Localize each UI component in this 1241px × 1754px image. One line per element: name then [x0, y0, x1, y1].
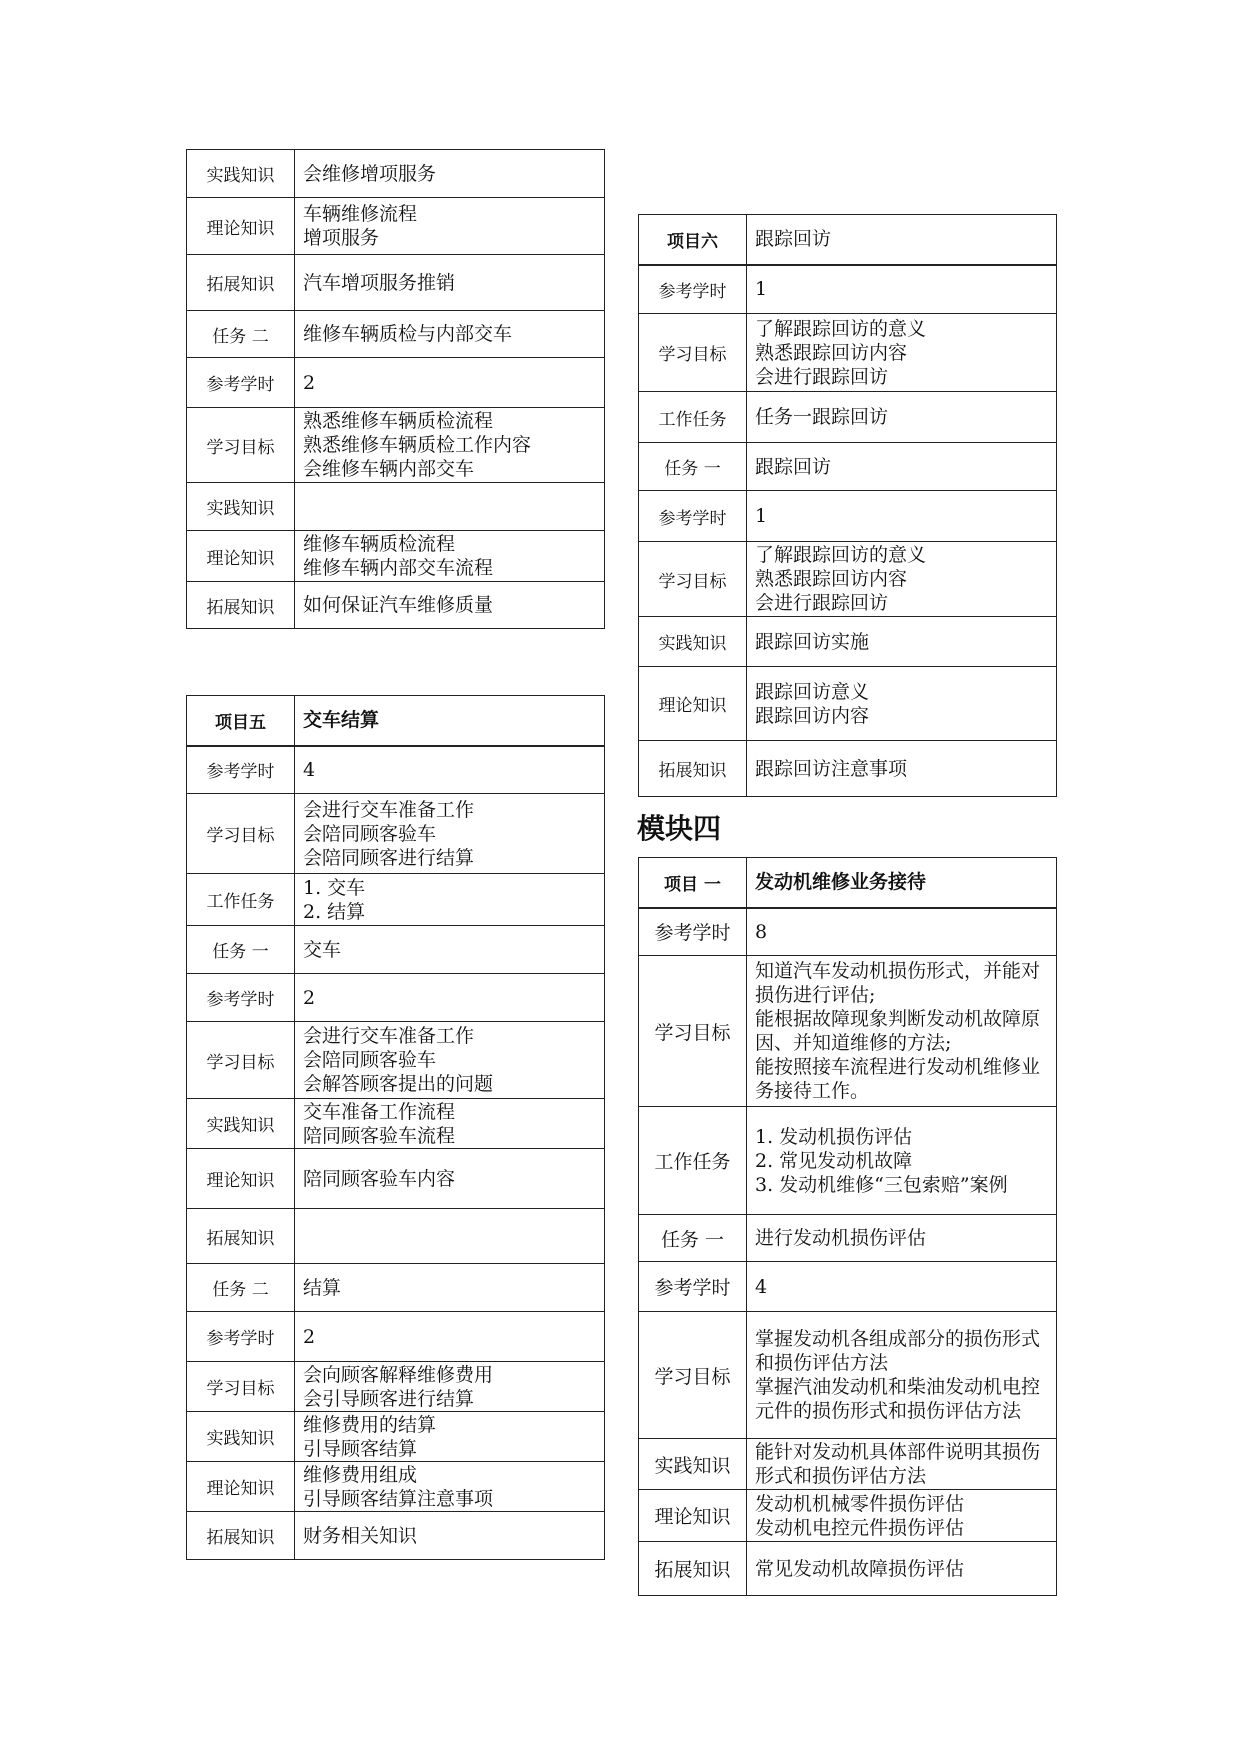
row-label: 参考学时 [639, 265, 747, 314]
row-label: 学习目标 [639, 542, 747, 617]
row-value: 维修车辆质检与内部交车 [295, 311, 605, 358]
project-label: 项目五 [187, 696, 295, 746]
project-title: 跟踪回访 [747, 215, 1057, 265]
table-project-5 [186, 695, 605, 1560]
row-value: 会维修增项服务 [295, 150, 605, 198]
row-value: 熟悉维修车辆质检流程 熟悉维修车辆质检工作内容 会维修车辆内部交车 [295, 408, 605, 483]
row-value: 发动机机械零件损伤评估 发动机电控元件损伤评估 [747, 1490, 1057, 1542]
row-value: 陪同顾客验车内容 [295, 1149, 605, 1209]
row-label: 拓展知识 [187, 582, 295, 629]
row-value: 掌握发动机各组成部分的损伤形式和损伤评估方法 掌握汽油发动机和柴油发动机电控元件的损伤形式和损伤评估方法 [747, 1312, 1057, 1439]
row-label: 学习目标 [187, 794, 295, 874]
project-title: 发动机维修业务接待 [747, 858, 1057, 908]
row-value: 交车 [295, 926, 605, 974]
row-label: 任务 一 [187, 926, 295, 974]
row-value: 会进行交车准备工作 会陪同顾客验车 会陪同顾客进行结算 [295, 794, 605, 874]
row-label: 实践知识 [639, 1439, 747, 1490]
row-value: 维修费用的结算 引导顾客结算 [295, 1412, 605, 1462]
row-value: 1. 交车 2. 结算 [295, 874, 605, 926]
row-label: 实践知识 [187, 483, 295, 531]
row-value: 1. 发动机损伤评估 2. 常见发动机故障 3. 发动机维修“三包索赔”案例 [747, 1107, 1057, 1215]
row-value: 维修费用组成 引导顾客结算注意事项 [295, 1462, 605, 1512]
project-title: 交车结算 [295, 696, 605, 746]
row-value: 汽车增项服务推销 [295, 255, 605, 311]
row-label: 拓展知识 [187, 1512, 295, 1560]
row-value: 了解跟踪回访的意义 熟悉跟踪回访内容 会进行跟踪回访 [747, 314, 1057, 392]
row-value [295, 1209, 605, 1264]
row-label: 工作任务 [639, 1107, 747, 1215]
row-value: 常见发动机故障损伤评估 [747, 1542, 1057, 1596]
row-label: 理论知识 [187, 198, 295, 255]
row-label: 学习目标 [187, 1022, 295, 1099]
row-value: 8 [747, 908, 1057, 956]
row-value: 会进行交车准备工作 会陪同顾客验车 会解答顾客提出的问题 [295, 1022, 605, 1099]
row-label: 学习目标 [187, 1362, 295, 1412]
row-value: 维修车辆质检流程 维修车辆内部交车流程 [295, 531, 605, 582]
row-value: 4 [747, 1262, 1057, 1312]
row-label: 参考学时 [187, 746, 295, 794]
row-value: 进行发动机损伤评估 [747, 1215, 1057, 1262]
row-label: 参考学时 [639, 1262, 747, 1312]
row-value: 2 [295, 974, 605, 1022]
module-heading: 模块四 [637, 812, 722, 845]
project-label: 项目六 [639, 215, 747, 265]
row-value: 知道汽车发动机损伤形式，并能对损伤进行评估; 能根据故障现象判断发动机故障原因、并知道维修的方法; 能按照接车流程进行发动机维修业务接待工作。 [747, 956, 1057, 1107]
row-label: 拓展知识 [639, 741, 747, 797]
row-label: 实践知识 [187, 1412, 295, 1462]
row-label: 学习目标 [639, 956, 747, 1107]
row-label: 参考学时 [187, 358, 295, 408]
row-value: 财务相关知识 [295, 1512, 605, 1560]
row-label: 拓展知识 [639, 1542, 747, 1596]
row-value: 如何保证汽车维修质量 [295, 582, 605, 629]
row-label: 理论知识 [187, 1149, 295, 1209]
row-value: 跟踪回访 [747, 443, 1057, 491]
row-label: 参考学时 [187, 974, 295, 1022]
row-value: 任务一跟踪回访 [747, 392, 1057, 443]
row-value: 车辆维修流程 增项服务 [295, 198, 605, 255]
row-label: 任务 一 [639, 443, 747, 491]
row-label: 参考学时 [639, 908, 747, 956]
row-label: 任务 二 [187, 311, 295, 358]
row-value [295, 483, 605, 531]
row-label: 实践知识 [187, 1099, 295, 1149]
row-label: 学习目标 [187, 408, 295, 483]
row-label: 拓展知识 [187, 255, 295, 311]
row-value: 4 [295, 746, 605, 794]
row-value: 跟踪回访注意事项 [747, 741, 1057, 797]
table-module-4-project-1 [638, 857, 1057, 1596]
row-value: 跟踪回访实施 [747, 617, 1057, 667]
row-value: 结算 [295, 1264, 605, 1312]
table-project-6 [638, 214, 1057, 797]
row-value: 了解跟踪回访的意义 熟悉跟踪回访内容 会进行跟踪回访 [747, 542, 1057, 617]
row-value: 跟踪回访意义 跟踪回访内容 [747, 667, 1057, 741]
row-label: 实践知识 [639, 617, 747, 667]
row-value: 2 [295, 1312, 605, 1362]
row-label: 理论知识 [639, 667, 747, 741]
row-label: 工作任务 [639, 392, 747, 443]
row-value: 能针对发动机具体部件说明其损伤形式和损伤评估方法 [747, 1439, 1057, 1490]
row-label: 理论知识 [639, 1490, 747, 1542]
row-label: 实践知识 [187, 150, 295, 198]
row-label: 拓展知识 [187, 1209, 295, 1264]
row-value: 交车准备工作流程 陪同顾客验车流程 [295, 1099, 605, 1149]
project-label: 项目 一 [639, 858, 747, 908]
row-value: 会向顾客解释维修费用 会引导顾客进行结算 [295, 1362, 605, 1412]
row-label: 参考学时 [187, 1312, 295, 1362]
row-label: 任务 一 [639, 1215, 747, 1262]
row-label: 任务 二 [187, 1264, 295, 1312]
row-value: 1 [747, 491, 1057, 542]
row-label: 学习目标 [639, 314, 747, 392]
row-label: 理论知识 [187, 531, 295, 582]
row-value: 1 [747, 265, 1057, 314]
row-label: 参考学时 [639, 491, 747, 542]
row-label: 工作任务 [187, 874, 295, 926]
row-label: 理论知识 [187, 1462, 295, 1512]
row-value: 2 [295, 358, 605, 408]
row-label: 学习目标 [639, 1312, 747, 1439]
table-project-4-continued [186, 149, 605, 629]
